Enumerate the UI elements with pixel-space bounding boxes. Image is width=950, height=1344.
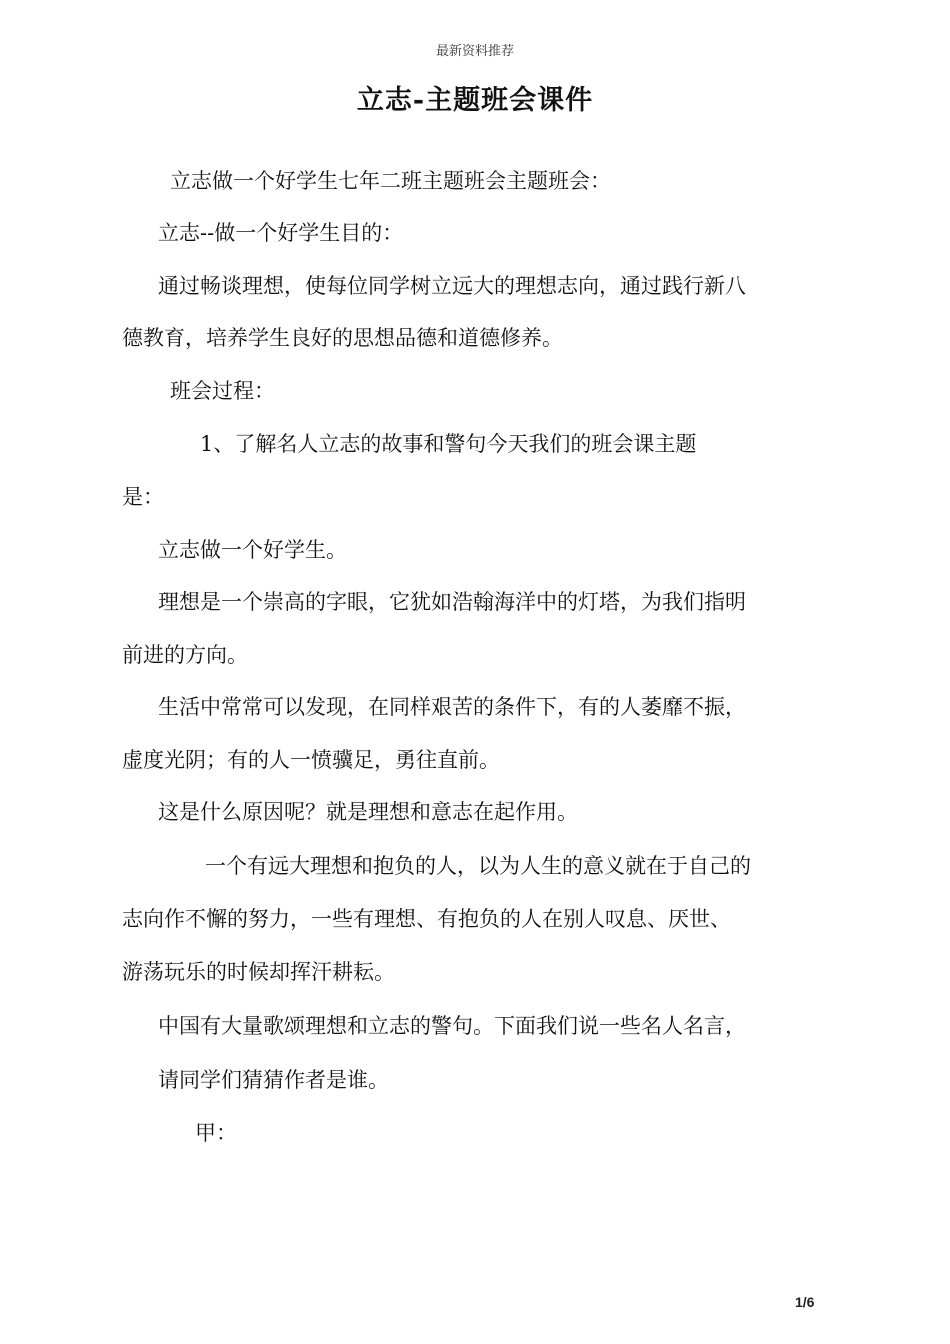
text-line: 班会过程： bbox=[170, 379, 275, 403]
page-header: 最新资料推荐 bbox=[435, 44, 514, 59]
text-line: 立志--做一个好学生目的： bbox=[158, 221, 404, 245]
text-line: 1、了解名人立志的故事和警句今天我们的班会课主题 bbox=[200, 432, 697, 456]
text-line: 是： bbox=[122, 485, 164, 509]
text-line: 中国有大量歌颂理想和立志的警句。下面我们说一些名人名言， bbox=[158, 1014, 746, 1038]
text-line: 请同学们猜猜作者是谁。 bbox=[158, 1068, 389, 1092]
text-line: 前进的方向。 bbox=[122, 643, 248, 667]
text-line: 一个有远大理想和抱负的人，以为人生的意义就在于自己的 bbox=[205, 854, 751, 878]
text-line: 立志做一个好学生七年二班主题班会主题班会： bbox=[170, 169, 611, 193]
text-line: 这是什么原因呢？就是理想和意志在起作用。 bbox=[158, 800, 578, 824]
text-line: 通过畅谈理想，使每位同学树立远大的理想志向，通过践行新八 bbox=[158, 274, 746, 298]
text-line: 虚度光阴；有的人一愤骥足，勇往直前。 bbox=[122, 748, 500, 772]
text-line: 志向作不懈的努力，一些有理想、有抱负的人在别人叹息、厌世、 bbox=[122, 907, 731, 931]
page-title: 立志-主题班会课件 bbox=[356, 85, 594, 116]
text-line: 生活中常常可以发现，在同样艰苦的条件下，有的人萎靡不振， bbox=[158, 695, 746, 719]
text-line: 理想是一个崇高的字眼，它犹如浩翰海洋中的灯塔，为我们指明 bbox=[158, 590, 746, 614]
text-line: 德教育，培养学生良好的思想品德和道德修养。 bbox=[122, 326, 563, 350]
page-number: 1/6 bbox=[795, 1294, 815, 1310]
text-line: 甲： bbox=[195, 1121, 237, 1145]
text-line: 游荡玩乐的时候却挥汗耕耘。 bbox=[122, 960, 395, 984]
text-line: 立志做一个好学生。 bbox=[158, 538, 347, 562]
